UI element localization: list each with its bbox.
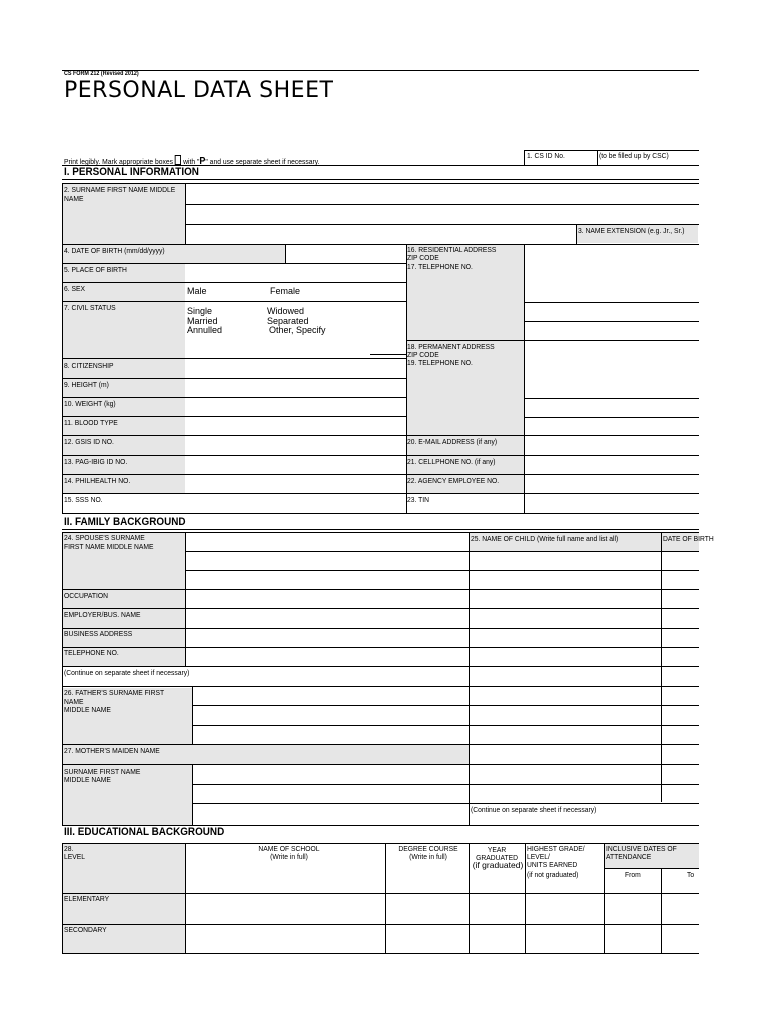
height-field[interactable] (186, 379, 405, 396)
father-first-name-field[interactable] (193, 706, 468, 724)
spouse-surname-label: 24. SPOUSE'S SURNAME (64, 533, 145, 542)
inclusive-dates-header: INCLUSIVE DATES OF (606, 844, 677, 853)
edu-level-header: LEVEL (64, 852, 86, 861)
civil-status-label: 7. CIVIL STATUS (64, 303, 116, 312)
pagibig-label: 13. PAG-IBIG ID NO. (64, 457, 128, 466)
elementary-units-field[interactable] (526, 894, 603, 923)
occupation-label: OCCUPATION (64, 591, 109, 600)
telephone-1-label: 17. TELEPHONE NO. (407, 262, 473, 271)
cellphone-label: 21. CELLPHONE NO. (if any) (407, 457, 496, 466)
business-address-field[interactable] (186, 629, 468, 646)
spouse-surname-field[interactable] (186, 533, 468, 550)
elementary-label: ELEMENTARY (64, 894, 110, 903)
elementary-year-field[interactable] (470, 894, 524, 923)
father-middle-name-field[interactable] (193, 726, 468, 743)
edu-level-number: 28. (64, 844, 74, 853)
gsis-label: 12. GSIS ID NO. (64, 437, 114, 446)
highest-grade-header-2: LEVEL/ (527, 852, 550, 861)
sex-label: 6. SEX (64, 284, 86, 293)
pob-field[interactable] (186, 264, 405, 281)
surname-label: 2. SURNAME FIRST NAME MIDDLE NAME (64, 185, 176, 203)
tin-label: 23. TIN (407, 495, 430, 504)
employer-label: EMPLOYER/BUS. NAME (64, 610, 141, 619)
sss-field[interactable] (186, 494, 405, 512)
first-name-field[interactable] (186, 205, 698, 223)
philhealth-label: 14. PHILHEALTH NO. (64, 476, 131, 485)
pob-label: 5. PLACE OF BIRTH (64, 265, 127, 274)
spouse-first-name-field[interactable] (186, 552, 468, 569)
middle-name-field[interactable] (186, 225, 575, 243)
year-graduated-note: (if graduated) (472, 860, 524, 870)
secondary-label: SECONDARY (64, 925, 107, 934)
inclusive-dates-header-2: ATTENDANCE (606, 852, 652, 861)
year-graduated-header: YEAR (487, 845, 507, 854)
secondary-year-field[interactable] (470, 925, 524, 952)
instructions: Print legibly. Mark appropriate boxes with "P" and use separate sheet if necessary. (64, 156, 320, 167)
elementary-to-field[interactable] (662, 894, 698, 923)
secondary-units-field[interactable] (526, 925, 603, 952)
telephone-2-field[interactable] (525, 418, 698, 435)
cs-id-field[interactable] (598, 151, 698, 165)
telephone-2-label: 19. TELEPHONE NO. (407, 358, 473, 367)
permanent-address-field[interactable] (525, 341, 698, 397)
blood-type-field[interactable] (186, 417, 405, 434)
secondary-to-field[interactable] (662, 925, 698, 952)
zip-code-2-label: ZIP CODE (407, 350, 439, 359)
father-middle-label: MIDDLE NAME (64, 705, 111, 714)
zip-code-1-label: ZIP CODE (407, 253, 439, 262)
tin-field[interactable] (525, 494, 698, 512)
check-mark-icon: P (199, 156, 206, 167)
civil-widowed-option[interactable]: Widowed (267, 306, 305, 316)
cellphone-field[interactable] (525, 456, 698, 473)
sss-label: 15. SSS NO. (64, 495, 103, 504)
cs-id-note: (to be filled up by CSC) (599, 151, 669, 160)
residential-address-label: 16. RESIDENTIAL ADDRESS (407, 245, 497, 254)
child-dob-label: DATE OF BIRTH (663, 534, 714, 543)
children-label: 25. NAME OF CHILD (Write full name and list all) (471, 534, 619, 543)
business-address-label: BUSINESS ADDRESS (64, 629, 133, 638)
email-field[interactable] (525, 436, 698, 454)
section-education-heading: III. EDUCATIONAL BACKGROUND (64, 826, 225, 838)
school-name-subheader: (Write in full) (270, 852, 308, 861)
father-surname-label: 26. FATHER'S SURNAME FIRST (64, 688, 165, 697)
cs-id-label: 1. CS ID No. (527, 151, 565, 160)
form-number: CS FORM 212 (Revised 2012) (64, 71, 139, 77)
secondary-from-field[interactable] (605, 925, 660, 952)
weight-field[interactable] (186, 398, 405, 415)
page-title: PERSONAL DATA SHEET (64, 78, 334, 103)
mother-maiden-label: 27. MOTHER'S MAIDEN NAME (64, 746, 160, 755)
degree-header: DEGREE COURSE (398, 844, 458, 853)
name-extension-label: 3. NAME EXTENSION (e.g. Jr., Sr.) (578, 226, 685, 235)
spouse-telephone-field[interactable] (186, 648, 468, 665)
mother-middle-name-field[interactable] (193, 804, 468, 824)
mother-surname-label: SURNAME FIRST NAME (64, 767, 141, 776)
pagibig-field[interactable] (186, 456, 405, 473)
height-label: 9. HEIGHT (m) (64, 380, 109, 389)
degree-subheader: (Write in full) (409, 852, 447, 861)
permanent-address-label: 18. PERMANENT ADDRESS (407, 342, 495, 351)
telephone-1-field[interactable] (525, 322, 698, 339)
continue-note-1: (Continue on separate sheet if necessary) (64, 668, 190, 677)
employer-field[interactable] (186, 609, 468, 627)
header-rule (62, 70, 699, 71)
mother-first-name-field[interactable] (193, 785, 468, 802)
weight-label: 10. WEIGHT (kg) (64, 399, 116, 408)
sex-female-option[interactable]: Female (270, 286, 301, 296)
father-name-label: NAME (64, 697, 84, 706)
email-label: 20. E-MAIL ADDRESS (if any) (407, 437, 498, 446)
mother-middle-label: MIDDLE NAME (64, 775, 111, 784)
zip-code-1-field[interactable] (525, 303, 698, 320)
surname-field[interactable] (186, 185, 698, 203)
secondary-degree-field[interactable] (386, 925, 468, 952)
highest-grade-header-3: UNITS EARNED (527, 860, 578, 869)
dob-field[interactable] (286, 245, 405, 262)
continue-note-2: (Continue on separate sheet if necessary) (471, 805, 597, 814)
to-header: To (687, 870, 695, 879)
occupation-field[interactable] (186, 590, 468, 607)
civil-annulled-option[interactable]: Annulled (187, 325, 223, 335)
agency-employee-field[interactable] (525, 475, 698, 492)
elementary-degree-field[interactable] (386, 894, 468, 923)
zip-code-2-field[interactable] (525, 399, 698, 416)
elementary-school-field[interactable] (186, 894, 384, 923)
civil-other-option[interactable]: Other, Specify (269, 325, 326, 335)
highest-grade-header: HIGHEST GRADE/ (527, 844, 585, 853)
philhealth-field[interactable] (186, 475, 405, 492)
spouse-name-label: FIRST NAME MIDDLE NAME (64, 542, 154, 551)
father-surname-field[interactable] (193, 687, 468, 704)
spouse-telephone-label: TELEPHONE NO. (64, 648, 119, 657)
elementary-from-field[interactable] (605, 894, 660, 923)
section-family-heading: II. FAMILY BACKGROUND (64, 516, 186, 528)
school-name-header: NAME OF SCHOOL (258, 844, 320, 853)
civil-married-option[interactable]: Married (187, 316, 218, 326)
residential-address-field[interactable] (525, 245, 698, 301)
spouse-middle-name-field[interactable] (186, 571, 468, 588)
checkbox-icon (175, 155, 181, 165)
citizenship-label: 8. CITIZENSHIP (64, 361, 114, 370)
dob-label: 4. DATE OF BIRTH (mm/dd/yyyy) (64, 246, 165, 255)
agency-employee-label: 22. AGENCY EMPLOYEE NO. (407, 476, 500, 485)
section-personal-heading: I. PERSONAL INFORMATION (64, 166, 199, 178)
year-graduated-header-2: GRADUATED (476, 853, 519, 862)
blood-type-label: 11. BLOOD TYPE (64, 418, 118, 427)
civil-separated-option[interactable]: Separated (267, 316, 309, 326)
gsis-field[interactable] (186, 436, 405, 454)
secondary-school-field[interactable] (186, 925, 384, 952)
sex-male-option[interactable]: Male (187, 286, 207, 296)
civil-single-option[interactable]: Single (187, 306, 213, 316)
citizenship-field[interactable] (186, 359, 405, 377)
from-header: From (625, 870, 641, 879)
highest-grade-note: (if not graduated) (527, 870, 579, 879)
mother-surname-field[interactable] (193, 765, 468, 783)
